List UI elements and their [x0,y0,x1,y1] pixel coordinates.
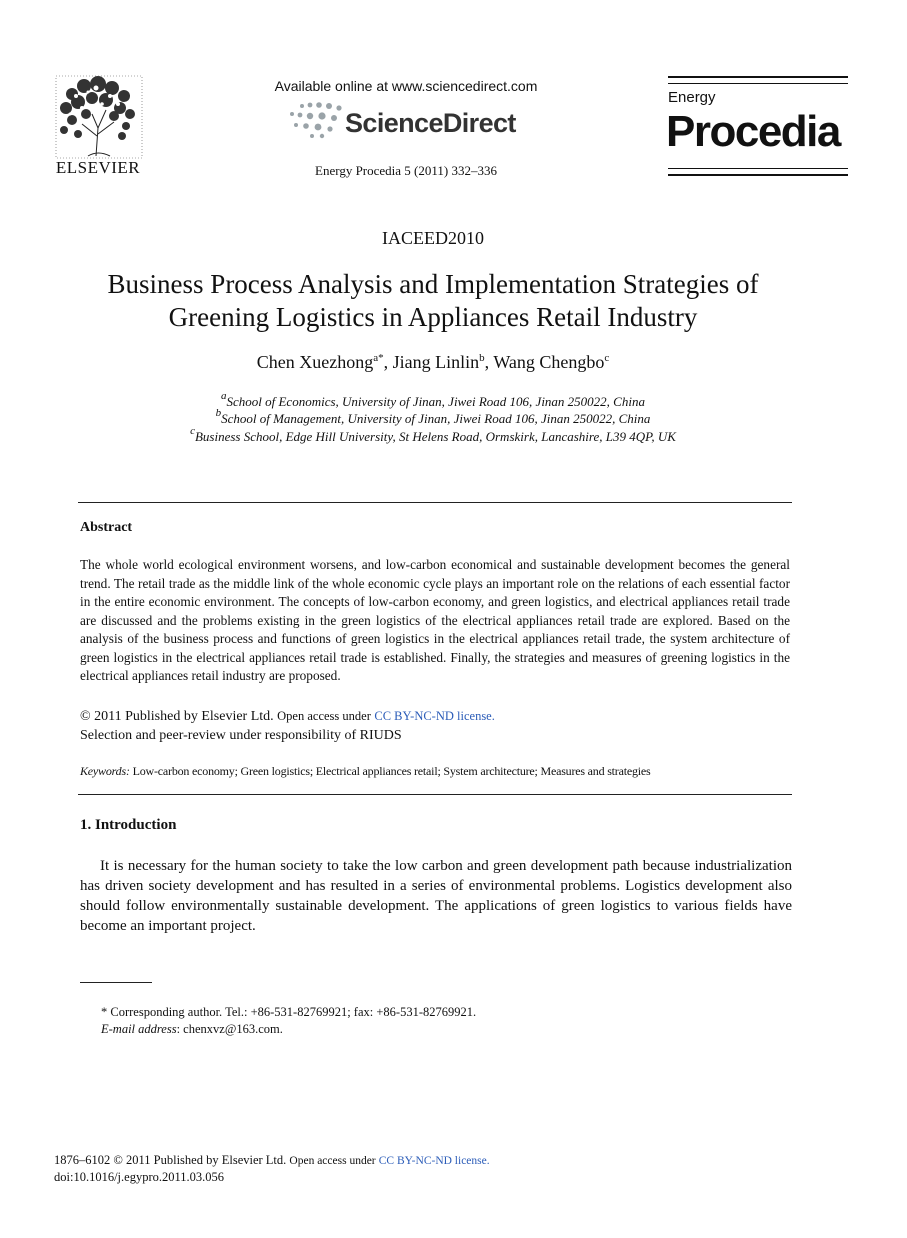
introduction-heading: 1. Introduction [80,817,177,833]
email-label: E-mail address [101,1022,177,1036]
section-divider [78,794,792,795]
email-note [101,1022,283,1037]
affiliation-text: Business School, Edge Hill University, St Helens Road, Ormskirk, Lancashire, L39 4QP, UK [194,429,676,444]
section-divider [78,502,792,503]
copyright-text: © 2011 Published by Elsevier Ltd. [80,709,274,724]
author-marker: b [479,352,485,364]
affiliation-marker: b [215,407,222,419]
introduction-body: It is necessary for the human society to take the low carbon and green development path because industrialization has driven society development and has resulted in a series of environmental problems. Logistics development also should follow environmentally sustainable development. The applications of green logistics to various fields have become an important project. [80,858,792,934]
abstract-heading: Abstract [80,520,133,535]
affiliation-marker: c [190,425,195,437]
author-separator: , [484,352,494,372]
procedia-rule-top [668,76,848,84]
author-name: Chen Xuezhong [256,352,374,372]
affiliation [0,425,866,445]
issn-copyright: 1876–6102 © 2011 Published by Elsevier Ltd. [54,1153,287,1167]
procedia-logo-text: Procedia [666,107,840,156]
abstract-body: The whole world ecological environment worsens, and low-carbon economical and sustainable development becomes the general trend. The retail trade as the middle link of the whole economic cycle plays an important role on the relations of each essential factor in the entire economic environment. The concepts of low-carbon economy, and green logistics, and electrical appliances retail trade are discussed and the problems existing in the green logistics of the electrical appliances retail trade are explored. Based on the analysis of the business process and functions of green logistics in the electrical appliances retail trade, the system architecture of green logistics in the electrical appliances retail trade is established. Finally, the strategies and measures of greening logistics in the electrical appliances retail industry are proposed. [80,557,790,683]
affiliation-text: School of Management, University of Jinan, Jiwei Road 106, Jinan 250022, China [221,411,651,426]
publisher-name: ELSEVIER [55,158,141,177]
author-marker: c [604,352,610,364]
available-online-text[interactable]: Available online at www.sciencedirect.com [274,78,538,94]
keywords-label: Keywords: [80,764,130,778]
license-link[interactable]: CC BY-NC-ND license. [374,709,495,723]
keywords-line [80,764,792,779]
footer-open-access: Open access under [289,1155,376,1167]
sciencedirect-dots-icon [288,100,350,140]
paper-title: Business Process Analysis and Implementation Strategies of Greening Logistics in Appliances Retail Industry [107,269,759,332]
affiliation [0,390,866,410]
footer-issn-line [54,1153,490,1168]
author-name: Jiang Linlin [392,352,480,372]
journal-reference: Energy Procedia 5 (2011) 332–336 [315,163,497,178]
affiliation-marker: a [221,390,227,402]
author-list [0,352,866,373]
author-name: Wang Chengbo [493,352,605,372]
footnote-divider [80,982,152,983]
procedia-rule-bottom [668,168,848,176]
sciencedirect-logo-text: ScienceDirect [345,108,516,138]
open-access-text: Open access under [277,709,371,723]
affiliation-text: School of Economics, University of Jinan, Jiwei Road 106, Jinan 250022, China [226,394,645,409]
doi[interactable]: doi:10.1016/j.egypro.2011.03.056 [54,1170,225,1184]
email-address: : chenxvz@163.com. [176,1022,283,1036]
conference-name: IACEED2010 [382,228,484,248]
author-marker: a* [373,352,384,364]
affiliation [0,407,866,427]
keywords-text: Low-carbon economy; Green logistics; Electrical appliances retail; System architecture; Measures and strategies [132,764,651,778]
copyright-line [80,709,495,725]
procedia-subject: Energy [668,89,716,106]
peer-review-note: Selection and peer-review under responsibility of RIUDS [80,728,402,743]
footer-license-link[interactable]: CC BY-NC-ND license. [378,1155,490,1167]
corresponding-author-note: * Corresponding author. Tel.: +86-531-82769921; fax: +86-531-82769921. [101,1005,477,1019]
author-separator: , [383,352,393,372]
